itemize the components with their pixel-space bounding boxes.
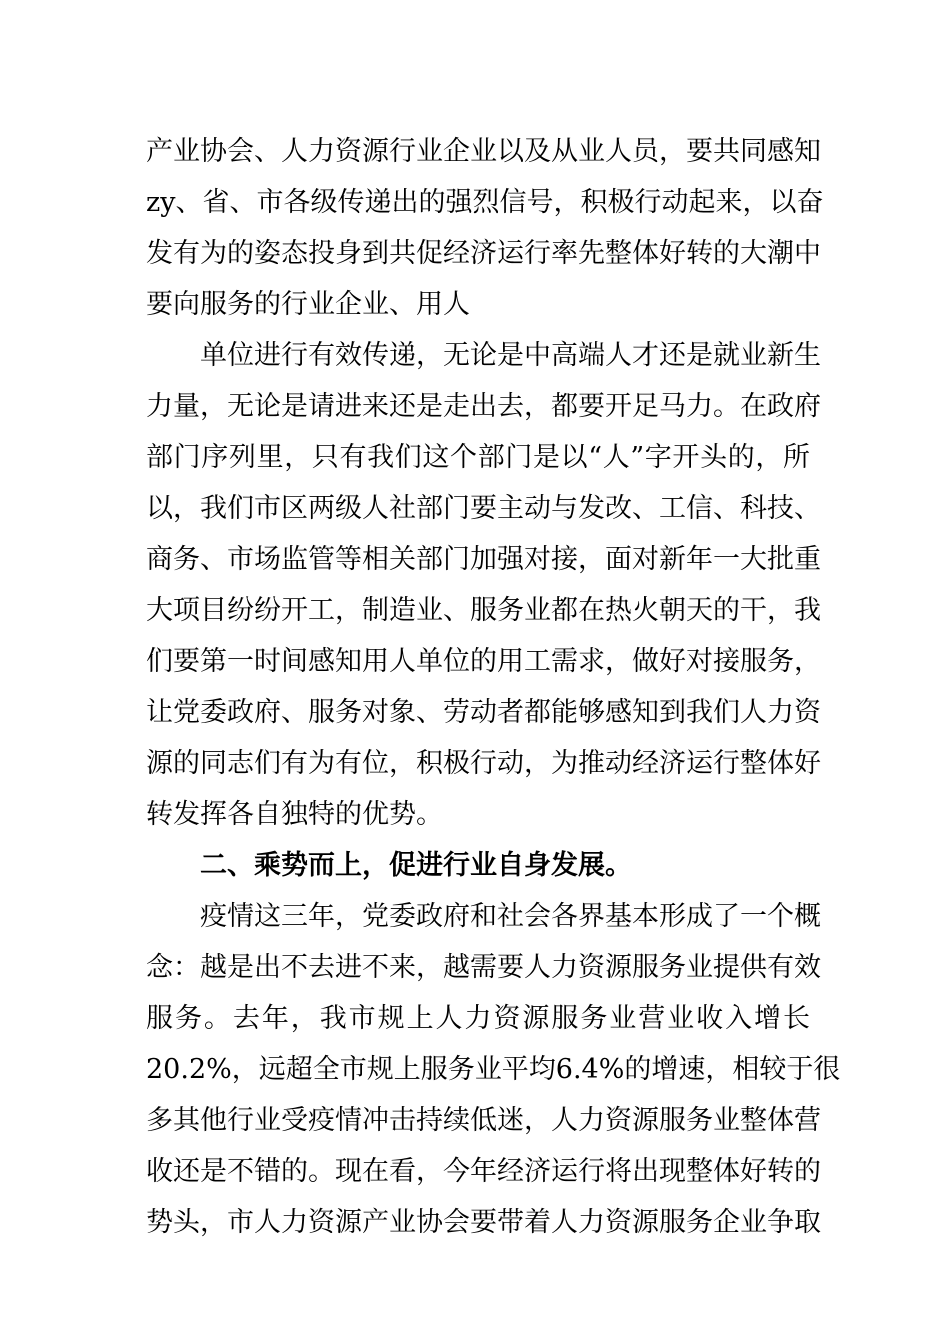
text-line: 大项目纷纷开工，制造业、服务业都在热火朝天的干，我 [146,595,821,626]
text-line: 力量，无论是请进来还是走出去，都要开足马力。在政府 [146,391,821,422]
text-line: 转发挥各自独特的优势。 [146,799,443,830]
text-line: 单位进行有效传递，无论是中高端人才还是就业新生 [200,340,821,371]
text-line: 商务、市场监管等相关部门加强对接，面对新年一大批重 [146,544,821,575]
text-line: 以，我们市区两级人社部门要主动与发改、工信、科技、 [146,493,821,524]
text-line: 服务。去年，我市规上人力资源服务业营业收入增长 [146,1003,810,1034]
text-line: zy、省、市各级传递出的强烈信号，积极行动起来，以奋 [146,187,824,218]
text-line: 们要第一时间感知用人单位的用工需求，做好对接服务， [146,646,821,677]
text-line: 疫情这三年，党委政府和社会各界基本形成了一个概 [200,901,821,932]
text-line: 20.2%，远超全市规上服务业平均6.4%的增速，相较于很 [146,1054,841,1085]
text-line: 念：越是出不去进不来，越需要人力资源服务业提供有效 [146,952,821,983]
section-heading: 二、乘势而上，促进行业自身发展。 [200,850,632,881]
text-line: 要向服务的行业企业、用人 [146,289,470,320]
text-line: 发有为的姿态投身到共促经济运行率先整体好转的大潮中 [146,238,821,269]
text-line: 源的同志们有为有位，积极行动，为推动经济运行整体好 [146,748,821,779]
text-line: 让党委政府、服务对象、劳动者都能够感知到我们人力资 [146,697,821,728]
text-line: 产业协会、人力资源行业企业以及从业人员，要共同感知 [146,136,821,167]
text-line: 收还是不错的。现在看，今年经济运行将出现整体好转的 [146,1156,821,1187]
text-line: 部门序列里，只有我们这个部门是以“人”字开头的，所 [146,442,810,473]
text-line: 势头，市人力资源产业协会要带着人力资源服务企业争取 [146,1207,821,1238]
text-line: 多其他行业受疫情冲击持续低迷，人力资源服务业整体营 [146,1105,821,1136]
